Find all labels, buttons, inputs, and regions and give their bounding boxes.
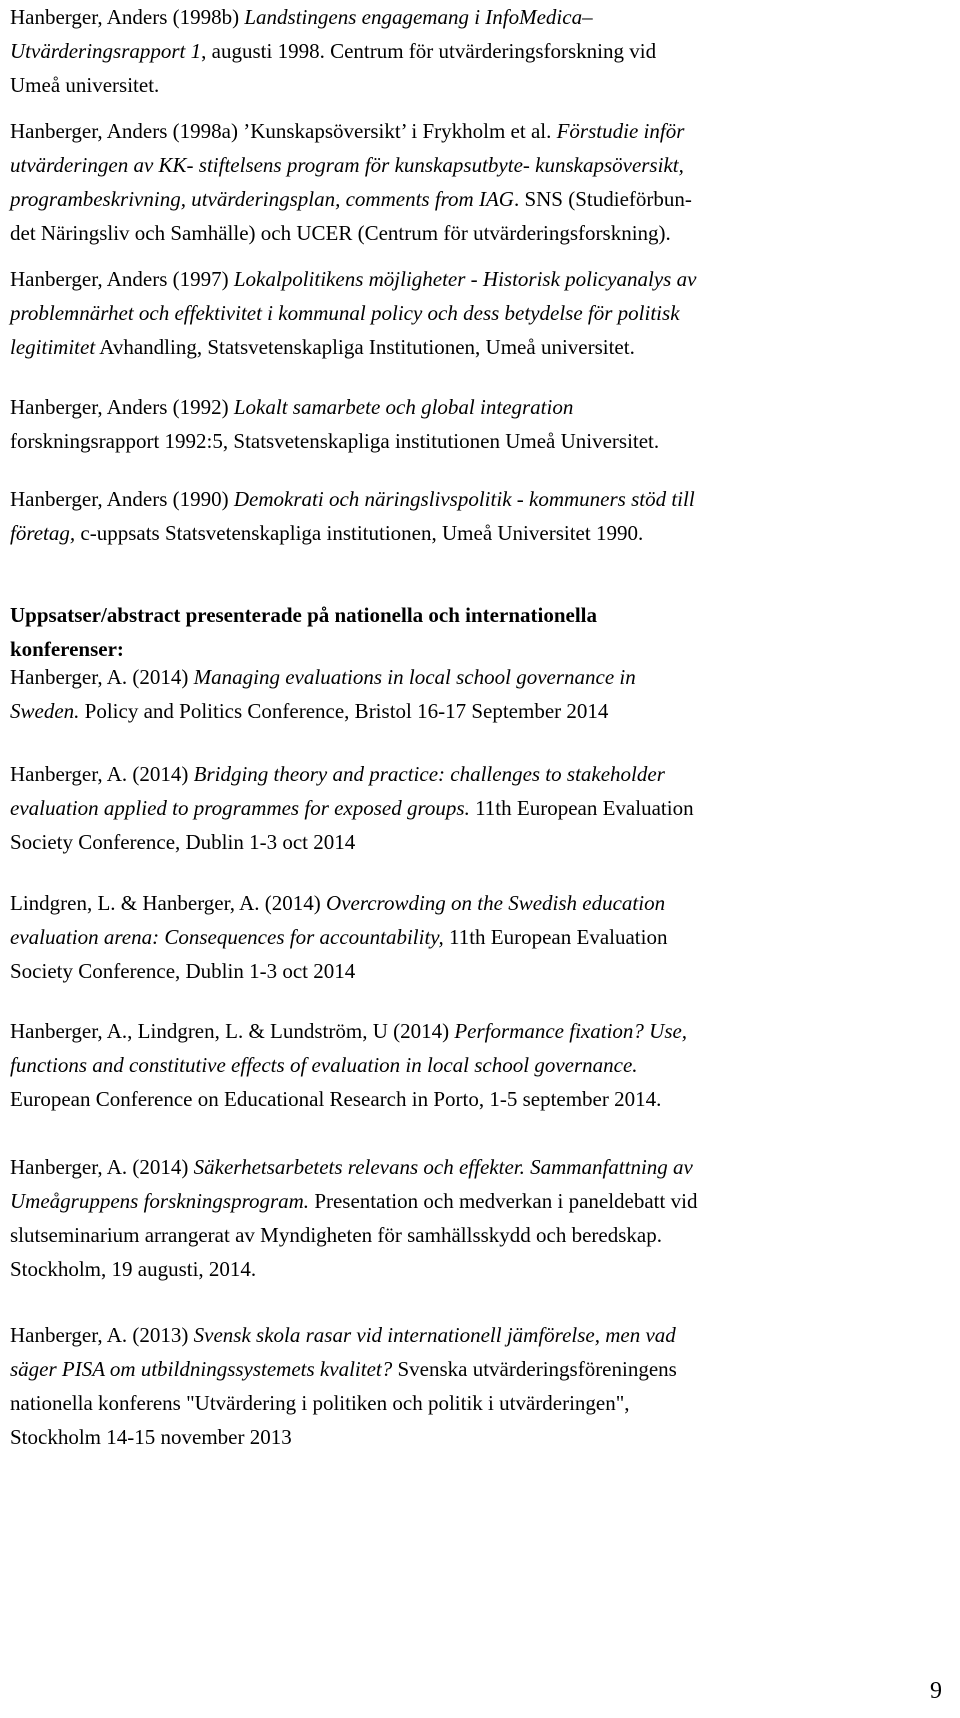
entry-title: Landstingens engagemang i InfoMedica– — [244, 5, 593, 29]
entry-line — [10, 424, 930, 458]
entry-line — [10, 886, 930, 920]
entry-title: Säkerhetsarbetets relevans och effekter. Sammanfattning av — [193, 1155, 693, 1179]
entry-text: Hanberger, Anders (1998a) ’Kunskapsöversikt’ i Frykholm et al. — [10, 119, 557, 143]
reference-entry — [10, 660, 930, 728]
entry-line — [10, 516, 930, 550]
entry-line — [10, 1184, 930, 1218]
entry-title: Umeågruppens forskningsprogram. — [10, 1189, 310, 1213]
entry-text: Hanberger, A., Lindgren, L. & Lundström, U (2014) — [10, 1019, 455, 1043]
entry-title: Lokalt samarbete och global integration — [233, 395, 574, 419]
reference-entry — [10, 886, 930, 988]
entry-title: problemnärhet och effektivitet i kommunal policy och dess betydelse för politisk — [10, 301, 680, 325]
entry-text: Umeå universitet. — [10, 73, 160, 97]
entry-title: functions and constitutive effects of evaluation in local school governance. — [10, 1053, 638, 1077]
reference-entry — [10, 0, 930, 102]
entry-text: slutseminarium arrangerat av Myndigheten för samhällsskydd och beredskap. — [10, 1223, 662, 1247]
entry-line — [10, 1420, 930, 1454]
entry-line — [10, 34, 930, 68]
entry-title: företag, — [10, 521, 76, 545]
entry-line — [10, 114, 930, 148]
entry-text: forskningsrapport 1992:5, Statsvetenskapliga institutionen Umeå Universitet. — [10, 429, 660, 453]
entry-line — [10, 0, 930, 34]
entry-text: Lindgren, L. & Hanberger, A. (2014) — [10, 891, 327, 915]
entry-text: Avhandling, Statsvetenskapliga Institutionen, Umeå universitet. — [95, 335, 635, 359]
entry-text: Presentation och medverkan i paneldebatt vid — [309, 1189, 698, 1213]
entry-line — [10, 694, 930, 728]
page-number: 9 — [930, 1678, 942, 1704]
entry-text: . SNS (Studieförbun- — [513, 187, 692, 211]
entry-title: programbeskrivning, utvärderingsplan, comments from IAG — [10, 187, 514, 211]
reference-entry — [10, 114, 930, 250]
entry-title: Demokrati och näringslivspolitik - kommuners stöd till — [233, 487, 695, 511]
reference-entry — [10, 1150, 930, 1286]
entry-text: Stockholm, 19 augusti, 2014. — [10, 1257, 257, 1281]
entry-line — [10, 1218, 930, 1252]
entry-line — [10, 1352, 930, 1386]
entry-title: evaluation applied to programmes for exposed groups. — [10, 796, 470, 820]
entry-line — [10, 390, 930, 424]
entry-line — [10, 1150, 930, 1184]
entry-title: Bridging theory and practice: challenges to stakeholder — [193, 762, 665, 786]
entry-line — [10, 1252, 930, 1286]
entry-text: Society Conference, Dublin 1-3 oct 2014 — [10, 959, 356, 983]
entry-title: Sweden. — [10, 699, 80, 723]
entry-line — [10, 920, 930, 954]
entry-line — [10, 1048, 930, 1082]
reference-entry — [10, 757, 930, 859]
entry-text: Svenska utvärderingsföreningens — [392, 1357, 677, 1381]
entry-text: Society Conference, Dublin 1-3 oct 2014 — [10, 830, 356, 854]
entry-title: Förstudie inför — [556, 119, 685, 143]
entry-line — [10, 68, 930, 102]
entry-text: c-uppsats Statsvetenskapliga institutionen, Umeå Universitet 1990. — [75, 521, 644, 545]
entry-title: Overcrowding on the Swedish education — [326, 891, 666, 915]
section-heading-line: Uppsatser/abstract presenterade på nationella och internationella — [10, 603, 597, 627]
entry-text: Hanberger, Anders (1997) — [10, 267, 234, 291]
entry-text: Hanberger, A. (2013) — [10, 1323, 194, 1347]
entry-text: nationella konferens "Utvärdering i politiken och politik i utvärderingen", — [10, 1391, 630, 1415]
entry-line — [10, 757, 930, 791]
entry-text: det Näringsliv och Samhälle) och UCER (Centrum för utvärderingsforskning). — [10, 221, 671, 245]
section-heading — [10, 598, 930, 666]
entry-line — [10, 825, 930, 859]
entry-text: Stockholm 14-15 november 2013 — [10, 1425, 292, 1449]
entry-text: Hanberger, A. (2014) — [10, 1155, 194, 1179]
entry-line — [10, 1318, 930, 1352]
entry-line — [10, 1082, 930, 1116]
entry-line — [10, 148, 930, 182]
entry-line — [10, 660, 930, 694]
entry-title: Svensk skola rasar vid internationell jämförelse, men vad — [193, 1323, 676, 1347]
entry-text: , augusti 1998. Centrum för utvärderingsforskning vid — [201, 39, 657, 63]
reference-entry — [10, 390, 930, 458]
entry-title: utvärderingen av KK- stiftelsens program för kunskapsutbyte- kunskapsöversikt, — [10, 153, 684, 177]
reference-entry — [10, 1014, 930, 1116]
entry-title: Utvärderingsrapport 1 — [10, 39, 202, 63]
entry-line — [10, 182, 930, 216]
entry-line — [10, 791, 930, 825]
entry-text: Policy and Politics Conference, Bristol 16-17 September 2014 — [79, 699, 609, 723]
entry-text: European Conference on Educational Research in Porto, 1-5 september 2014. — [10, 1087, 662, 1111]
entry-line — [10, 216, 930, 250]
section-heading-line: konferenser: — [10, 637, 124, 661]
entry-title: säger PISA om utbildningssystemets kvalitet? — [10, 1357, 393, 1381]
reference-entry — [10, 482, 930, 550]
entry-text: Hanberger, Anders (1992) — [10, 395, 234, 419]
entry-text: 11th European Evaluation — [443, 925, 668, 949]
reference-entry — [10, 262, 930, 364]
entry-line — [10, 330, 930, 364]
entry-line — [10, 954, 930, 988]
entry-title: Performance fixation? Use, — [454, 1019, 688, 1043]
entry-text: Hanberger, A. (2014) — [10, 665, 194, 689]
entry-title: Managing evaluations in local school governance in — [193, 665, 636, 689]
entry-text: 11th European Evaluation — [469, 796, 694, 820]
entry-title: legitimitet — [10, 335, 96, 359]
entry-line — [10, 296, 930, 330]
entry-line — [10, 1014, 930, 1048]
entry-title: evaluation arena: Consequences for accountability, — [10, 925, 444, 949]
entry-title: Lokalpolitikens möjligheter - Historisk policyanalys av — [233, 267, 697, 291]
entry-text: Hanberger, Anders (1990) — [10, 487, 234, 511]
entry-text: Hanberger, Anders (1998b) — [10, 5, 245, 29]
entry-line — [10, 482, 930, 516]
entry-line — [10, 1386, 930, 1420]
entry-line — [10, 262, 930, 296]
reference-entry — [10, 1318, 930, 1454]
entry-text: Hanberger, A. (2014) — [10, 762, 194, 786]
